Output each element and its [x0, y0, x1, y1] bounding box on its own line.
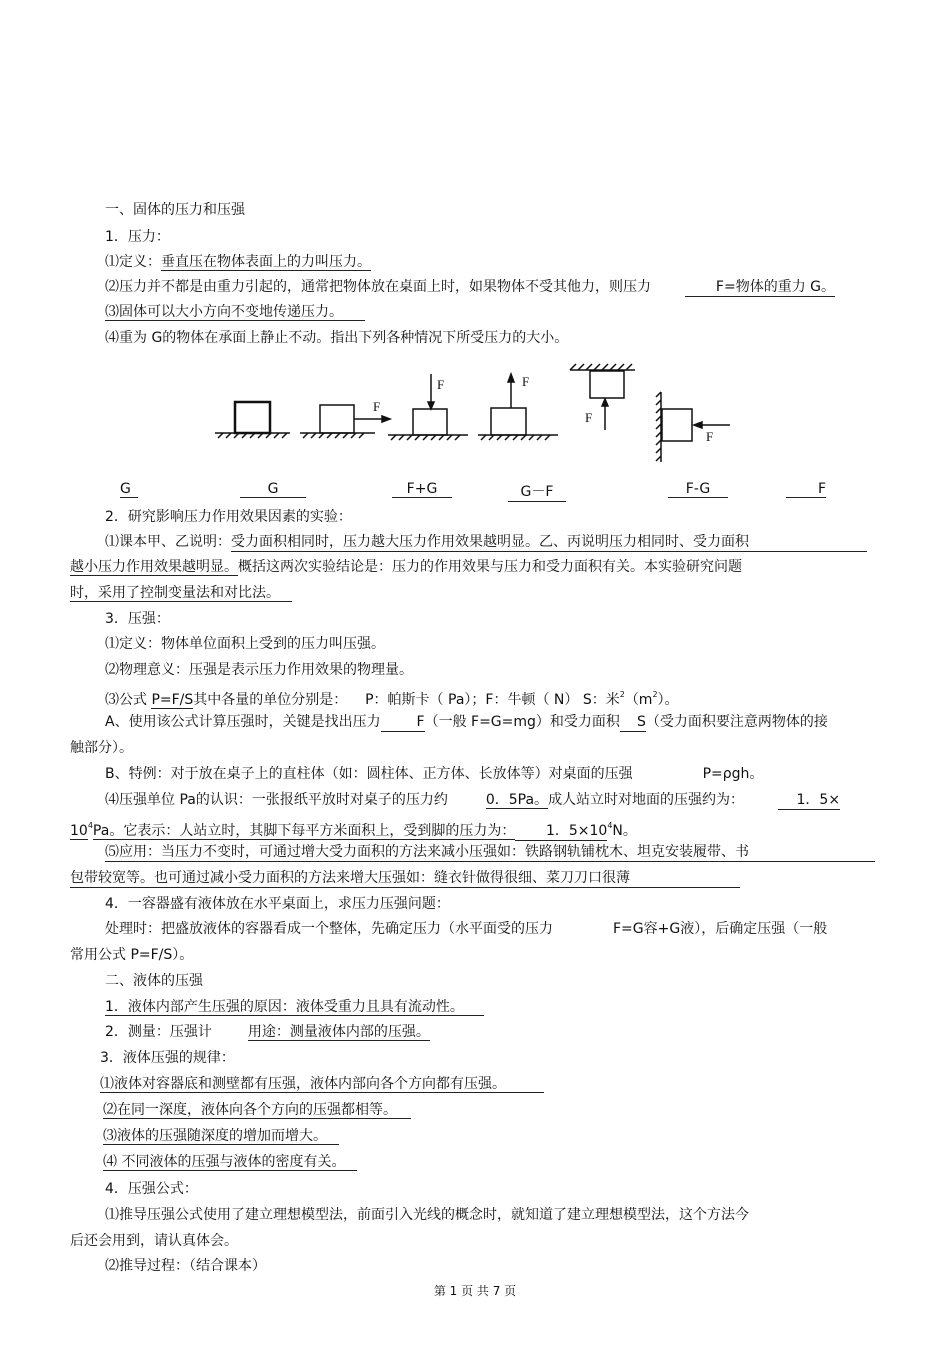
answer-1: G [120, 481, 138, 498]
experiment-line-3: 时，采用了控制变量法和对比法。 [70, 584, 292, 602]
page-footer: 第 1 页 共 7 页 [433, 1284, 517, 1298]
liquid-measure: 2．测量：压强计 用途：测量液体内部的压强。 [105, 1024, 430, 1040]
force-label: F [706, 429, 714, 444]
pa-recognition: ⑷压强单位 Pa的认识：一张报纸平放时对桌子的压力约 0．5Pa。成人站立时对地面的压强约为： 1．5× [105, 792, 841, 808]
application-line-cont: 包带较宽等。也可通过减小受力面积的方法来增大压强如：缝衣针做得很细、菜刀刀口很薄 [70, 869, 740, 888]
question-line: ⑷重为 G的物体在承面上静止不动。指出下列各种情况下所受压力的大小。 [105, 330, 569, 346]
answer-6: F [786, 481, 826, 498]
pa-recognition-cont: $10^4Pa$。它表示：人站立时，其脚下每平方米面积上，受到脚的压力为： 1．$5\times 10^4N$。 [70, 821, 637, 839]
formula-note-a: A、使用该公式计算压强时，关键是找出压力 F（一般 F=G=mg）和受力面积 S（受力面积要注意两物体的接 [105, 714, 828, 730]
force-label: F [585, 410, 593, 425]
formula-derivation: ⑴推导压强公式使用了建立理想模型法，前面引入光线的概念时，就知道了建立理想模型法，这个方法今 [105, 1207, 749, 1223]
derivation-process: ⑵推导过程：（结合课本） [105, 1258, 266, 1274]
definition-line: ⑴定义：垂直压在物体表面上的力叫压力。 [105, 254, 371, 270]
diagram-block-ceiling [570, 364, 635, 430]
liquid-rule-1: ⑴液体对容器底和测壁都有压强，液体内部向各个方向都有压强。 [100, 1075, 544, 1093]
experiment-line-1: ⑴课本甲、乙说明：受力面积相同时，压力越大压力作用效果越明显。乙、丙说明压力相同时、受力面积 [105, 533, 867, 552]
heading-pressure: 3．压强： [105, 611, 170, 627]
liquid-rule-2: ⑵在同一深度，液体向各个方向的压强都相等。 [103, 1101, 411, 1119]
pressure-definition: ⑴定义：物体单位面积上受到的压力叫压强。 [105, 636, 385, 652]
section-title-solid: 一、固体的压力和压强 [105, 202, 245, 218]
answer-5: F-G [668, 481, 728, 498]
formula-heading: 4．压强公式： [105, 1181, 198, 1197]
container-method-cont: 常用公式 P=F/S）。 [70, 947, 194, 963]
pressure-formula: ⑶公式 P=F/S其中各量的单位分别是： P：帕斯卡（ Pa）；F：牛顿（ N） S：米$^2(m^2)$。 [105, 690, 679, 708]
container-question: 4．一容器盛有液体放在水平桌面上，求压力压强问题： [105, 896, 450, 912]
transmit-line: ⑶固体可以大小方向不变地传递压力。 [105, 303, 365, 321]
diagram-block-downward-force [388, 374, 468, 440]
diagram-block-on-ground [215, 402, 290, 438]
pressure-meaning: ⑵物理意义：压强是表示压力作用效果的物理量。 [105, 662, 413, 678]
force-label: F [437, 377, 445, 392]
section-title-liquid: 二、液体的压强 [105, 973, 203, 989]
pressure-gravity-line: ⑵压力并不都是由重力引起的，通常把物体放在桌面上时，如果物体不受其他力，则压力 F=物体的重力 G。 [105, 279, 835, 295]
liquid-rules-heading: 3．液体压强的规律： [100, 1050, 235, 1066]
answer-2: G [240, 481, 306, 498]
heading-pressure-force: 1．压力： [105, 229, 170, 245]
liquid-cause: 1．液体内部产生压强的原因：液体受重力且具有流动性。 [105, 998, 484, 1016]
force-label: F [522, 374, 530, 389]
pressure-diagrams [210, 362, 740, 472]
liquid-rule-3: ⑶液体的压强随深度的增加而增大。 [103, 1127, 339, 1145]
liquid-rule-4: ⑷ 不同液体的压强与液体的密度有关。 [103, 1153, 357, 1171]
diagram-block-wall [656, 392, 730, 462]
formula-note-a-cont: 触部分）。 [70, 740, 133, 756]
formula-note-b: B、特例：对于放在桌子上的直柱体（如：圆柱体、正方体、长放体等）对桌面的压强 P=ρgh。 [105, 766, 764, 782]
heading-experiment: 2．研究影响压力作用效果因素的实验： [105, 509, 352, 525]
diagram-block-upward-force [478, 374, 558, 440]
experiment-line-2: 越小压力作用效果越明显。概括这两次实验结论是：压力的作用效果与压力和受力面积有关。本实验研究问题 [70, 559, 742, 575]
formula-derivation-cont: 后还会用到，请认真体会。 [70, 1233, 238, 1249]
container-method: 处理时：把盛放液体的容器看成一个整体，先确定压力（水平面受的压力 F=G容+G液），后确定压强（一般 [105, 921, 828, 937]
answer-3: F+G [392, 481, 452, 498]
force-label: F [373, 399, 381, 414]
application-line: ⑸应用：当压力不变时，可通过增大受力面积的方法来减小压强如：铁路钢轨铺枕木、坦克安装履带、书 [105, 843, 875, 862]
answer-4: G－F [508, 481, 566, 502]
